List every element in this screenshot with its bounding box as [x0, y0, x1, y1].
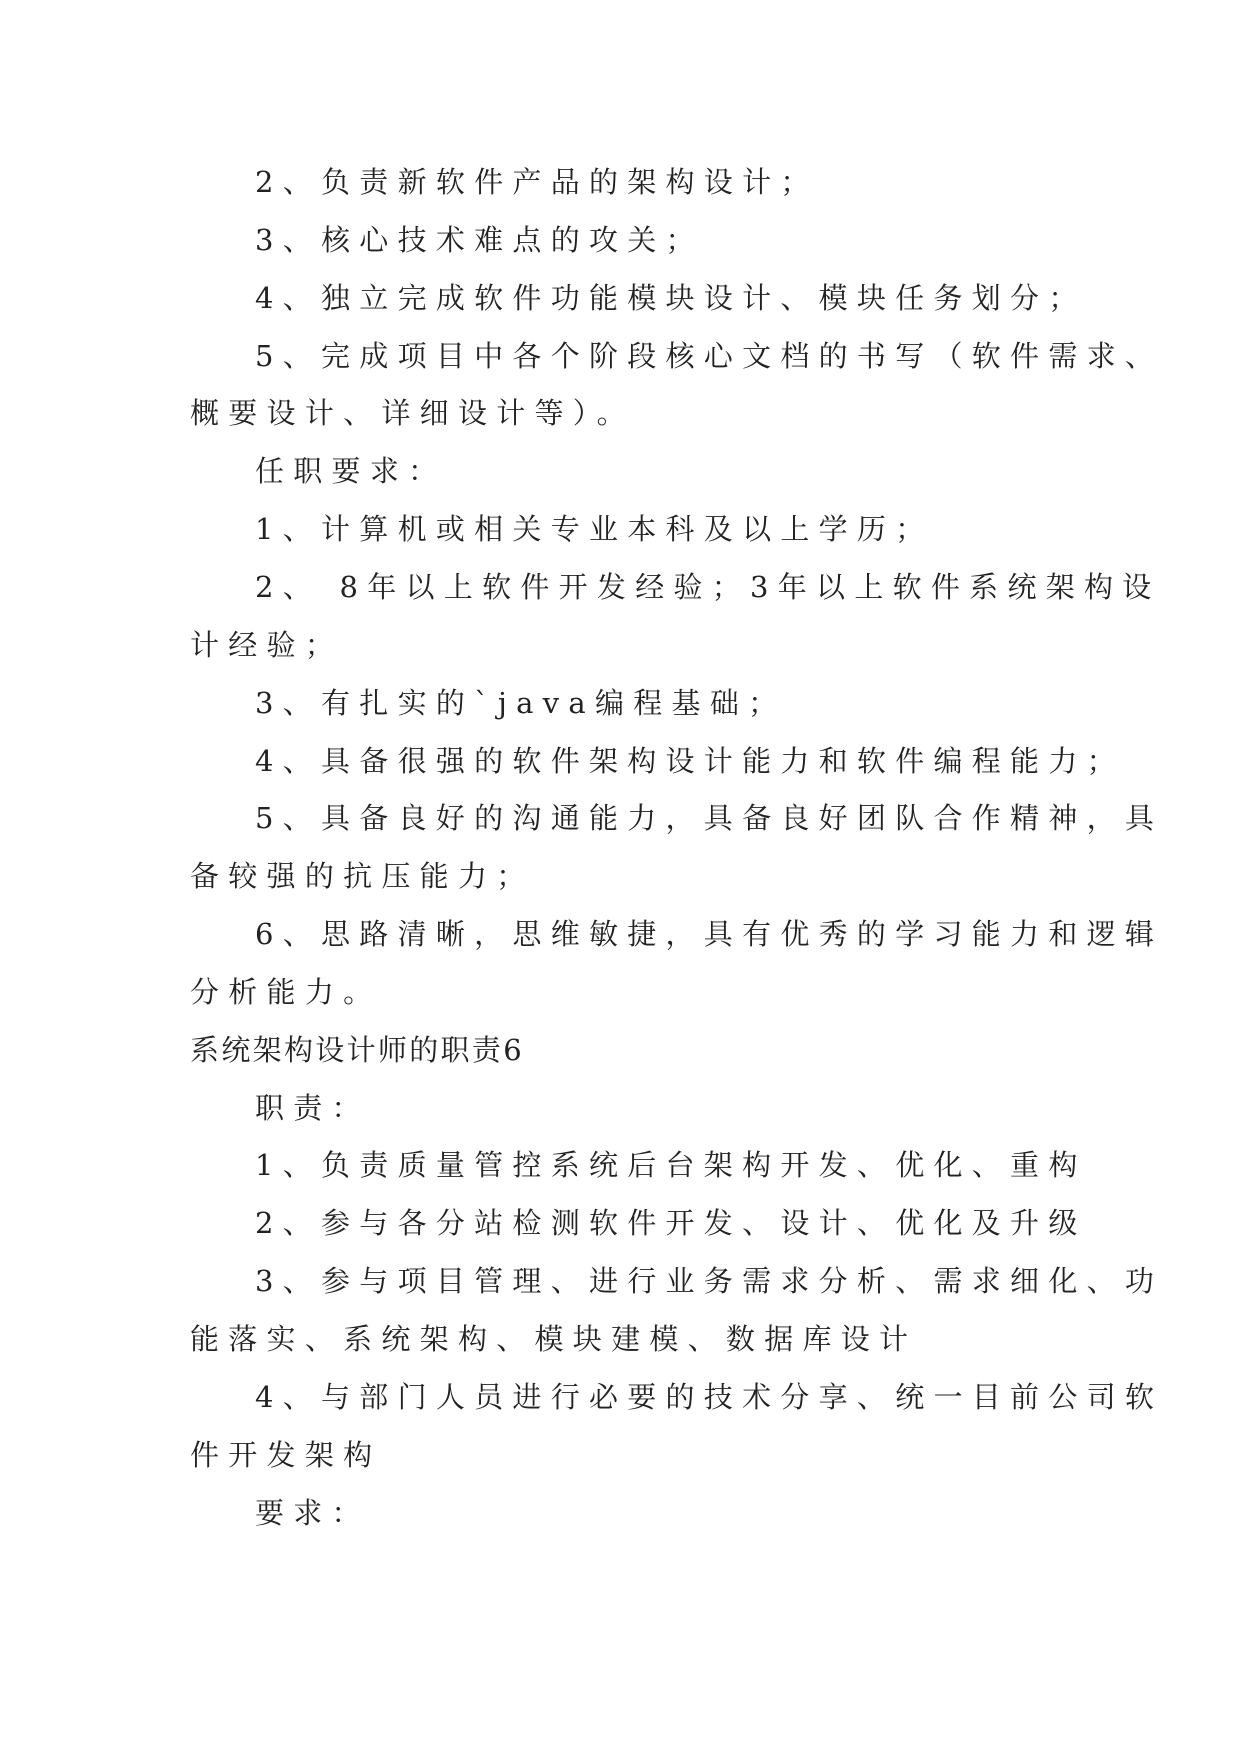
section-item-4-continued: 件开发架构 — [190, 1438, 382, 1472]
section-item-4: 4、与部门人员进行必要的技术分享、统一目前公司软 — [255, 1380, 1164, 1414]
section-item-1: 1、负责质量管控系统后台架构开发、优化、重构 — [255, 1148, 1087, 1182]
requirement-item-6-continued: 分析能力。 — [190, 975, 382, 1009]
requirement-item-4: 4、具备很强的软件架构设计能力和软件编程能力； — [255, 744, 1125, 778]
requirement-item-2-continued: 计经验； — [190, 628, 344, 662]
section-heading: 系统架构设计师的职责6 — [190, 1033, 524, 1067]
requirements-title: 任职要求： — [255, 454, 447, 488]
requirements-title-2: 要求： — [255, 1496, 370, 1530]
duty-item-5: 5、完成项目中各个阶段核心文档的书写（软件需求、 — [255, 339, 1164, 373]
requirement-item-3: 3、有扎实的`java编程基础； — [255, 686, 787, 720]
requirement-item-2: 2、 8年以上软件开发经验；3年以上软件系统架构设 — [255, 570, 1161, 604]
duty-item-3: 3、核心技术难点的攻关； — [255, 223, 704, 257]
duty-item-5-continued: 概要设计、详细设计等）。 — [190, 396, 635, 430]
requirement-item-1: 1、计算机或相关专业本科及以上学历； — [255, 512, 934, 546]
duties-title: 职责： — [255, 1091, 370, 1125]
duty-item-2: 2、负责新软件产品的架构设计； — [255, 165, 819, 199]
section-item-2: 2、参与各分站检测软件开发、设计、优化及升级 — [255, 1206, 1087, 1240]
section-item-3-continued: 能落实、系统架构、模块建模、数据库设计 — [190, 1322, 918, 1356]
duty-item-4: 4、独立完成软件功能模块设计、模块任务划分； — [255, 281, 1087, 315]
section-item-3: 3、参与项目管理、进行业务需求分析、需求细化、功 — [255, 1264, 1164, 1298]
requirement-item-5: 5、具备良好的沟通能力，具备良好团队合作精神，具 — [255, 801, 1164, 835]
requirement-item-5-continued: 备较强的抗压能力； — [190, 859, 535, 893]
requirement-item-6: 6、思路清晰，思维敏捷，具有优秀的学习能力和逻辑 — [255, 917, 1164, 951]
